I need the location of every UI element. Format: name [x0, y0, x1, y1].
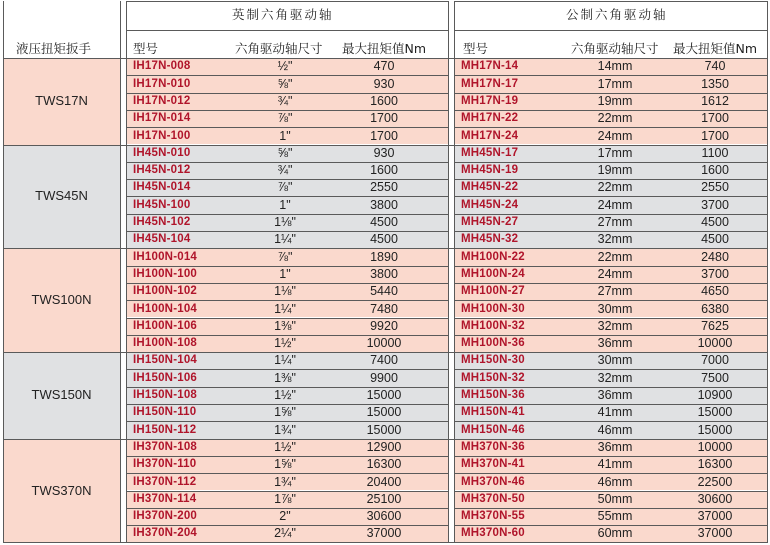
metric-model-cell: MH370N-36	[461, 440, 525, 453]
metric-size-cell: 17mm	[597, 76, 633, 91]
metric-torque-cell: 15000	[697, 405, 733, 420]
metric-torque-cell: 2480	[701, 249, 729, 264]
row-divider	[126, 93, 448, 94]
imperial-model-cell: IH370N-110	[133, 458, 197, 471]
imperial-size-cell: 1"	[279, 128, 291, 143]
metric-model-cell: MH150N-32	[461, 371, 525, 384]
imperial-size-cell: ½"	[277, 59, 293, 74]
row-divider	[454, 283, 767, 284]
imperial-torque-cell: 25100	[366, 491, 402, 506]
metric-model-cell: MH100N-30	[461, 302, 525, 315]
imperial-size-cell: ⅝"	[277, 76, 293, 91]
imperial-size-cell: ⅞"	[277, 180, 293, 195]
header-subtitle-divider	[454, 30, 767, 31]
imperial-model-cell: IH100N-104	[133, 302, 198, 315]
imperial-torque-cell: 930	[373, 76, 395, 91]
imperial-torque-cell: 9900	[370, 370, 398, 385]
imperial-size-cell: ¾"	[277, 93, 293, 108]
wrench-model-label: TWS370N	[31, 482, 92, 498]
imperial-size-cell: 2"	[279, 509, 291, 524]
imperial-torque-cell: 1700	[370, 111, 398, 126]
metric-size-cell: 22mm	[597, 180, 633, 195]
row-divider	[454, 335, 767, 336]
row-divider	[126, 508, 448, 509]
row-divider	[454, 525, 767, 526]
row-divider	[126, 179, 448, 180]
header-subtitle-divider	[126, 30, 448, 31]
imperial-size-cell: 1½"	[274, 439, 296, 454]
imperial-model-cell: IH150N-104	[133, 354, 198, 367]
row-divider	[126, 525, 448, 526]
metric-size-column-header: 六角驱动轴尺寸	[571, 41, 659, 56]
group-divider	[3, 439, 767, 440]
imperial-size-cell: 1¼"	[274, 232, 296, 247]
row-divider	[454, 127, 767, 128]
header-top-border	[454, 1, 767, 2]
metric-model-cell: MH45N-19	[461, 164, 519, 177]
group-divider	[3, 58, 767, 59]
metric-size-cell: 41mm	[597, 457, 633, 472]
metric-size-cell: 36mm	[597, 336, 633, 351]
metric-size-cell: 19mm	[597, 93, 633, 108]
imperial-model-cell: IH150N-112	[133, 423, 197, 436]
imperial-model-cell: IH45N-014	[133, 181, 191, 194]
row-divider	[454, 93, 767, 94]
row-divider	[126, 110, 448, 111]
metric-torque-cell: 740	[704, 59, 726, 74]
row-divider	[454, 266, 767, 267]
metric-size-cell: 22mm	[597, 111, 633, 126]
imperial-torque-cell: 16300	[366, 457, 402, 472]
imperial-model-cell: IH150N-110	[133, 406, 197, 419]
row-divider	[454, 508, 767, 509]
imperial-torque-cell: 2550	[370, 180, 398, 195]
table-left-border	[3, 1, 4, 543]
imperial-size-cell: 1⅞"	[274, 491, 296, 506]
imperial-torque-cell: 470	[373, 59, 395, 74]
metric-torque-cell: 3700	[701, 197, 729, 212]
imperial-model-cell: IH17N-008	[133, 60, 191, 73]
row-divider	[454, 231, 767, 232]
metric-size-cell: 32mm	[597, 232, 633, 247]
metric-size-cell: 24mm	[597, 197, 633, 212]
imperial-size-cell: 1½"	[274, 336, 296, 351]
metric-size-cell: 24mm	[597, 128, 633, 143]
row-divider	[454, 491, 767, 492]
imperial-torque-cell: 37000	[366, 526, 402, 541]
imperial-size-cell: 1⅜"	[274, 370, 296, 385]
imperial-model-cell: IH17N-100	[133, 129, 191, 142]
imperial-model-cell: IH370N-200	[133, 510, 198, 523]
metric-torque-cell: 4650	[701, 284, 729, 299]
imperial-right-border	[448, 1, 449, 543]
metric-torque-cell: 10000	[697, 439, 733, 454]
metric-model-cell: MH17N-19	[461, 94, 519, 107]
metric-torque-cell: 1600	[701, 163, 729, 178]
wrench-model-label: TWS17N	[35, 93, 88, 109]
row-divider	[126, 456, 448, 457]
imperial-torque-cell: 1890	[370, 249, 398, 264]
table-bottom-border	[3, 542, 767, 543]
row-divider	[126, 491, 448, 492]
imperial-torque-cell: 1600	[370, 163, 398, 178]
imperial-model-cell: IH150N-108	[133, 389, 198, 401]
metric-model-cell: MH370N-60	[461, 527, 525, 540]
metric-model-cell: MH45N-32	[461, 233, 519, 246]
metric-model-cell: MH100N-27	[461, 285, 525, 298]
metric-model-cell: MH45N-17	[461, 146, 519, 159]
metric-torque-cell: 37000	[697, 509, 733, 524]
metric-torque-cell: 6380	[701, 301, 729, 316]
row-divider	[126, 318, 448, 319]
wrench-model-label: TWS45N	[35, 188, 88, 204]
metric-torque-cell: 1100	[701, 145, 729, 160]
imperial-size-cell: 1⅛"	[274, 284, 296, 299]
imperial-size-cell: 1¾"	[274, 422, 296, 437]
metric-model-cell: MH45N-24	[461, 198, 519, 211]
row-divider	[454, 110, 767, 111]
metric-model-cell: MH150N-41	[461, 406, 525, 419]
metric-model-cell: MH100N-24	[461, 267, 525, 280]
imperial-model-cell: IH100N-014	[133, 250, 198, 263]
row-divider	[454, 421, 767, 422]
wrench-column-divider	[120, 1, 121, 543]
imperial-model-cell: IH17N-010	[133, 77, 191, 90]
imperial-size-cell: ⅝"	[277, 145, 293, 160]
imperial-torque-cell: 7480	[370, 301, 398, 316]
imperial-torque-cell: 15000	[366, 388, 402, 402]
row-divider	[454, 387, 767, 388]
row-divider	[454, 473, 767, 474]
metric-torque-cell: 22500	[697, 474, 733, 489]
imperial-torque-cell: 10000	[366, 336, 402, 351]
imperial-torque-column-header: 最大扭矩值Nm	[342, 41, 427, 56]
metric-model-cell: MH45N-22	[461, 181, 519, 194]
imperial-torque-cell: 1600	[370, 93, 398, 108]
imperial-model-cell: IH100N-100	[133, 267, 198, 280]
metric-torque-cell: 1350	[701, 76, 729, 91]
metric-torque-cell: 1700	[701, 111, 729, 126]
metric-size-cell: 17mm	[597, 145, 633, 160]
wrench-model-label: TWS100N	[31, 292, 92, 308]
imperial-size-cell: 1"	[279, 266, 291, 281]
group-divider	[3, 352, 767, 353]
metric-torque-cell: 15000	[697, 422, 733, 437]
metric-model-cell: MH150N-36	[461, 389, 525, 401]
metric-model-cell: MH150N-30	[461, 354, 525, 367]
metric-size-cell: 30mm	[597, 353, 633, 368]
imperial-model-cell: IH100N-106	[133, 319, 198, 332]
imperial-size-cell: ⅞"	[277, 111, 293, 126]
metric-torque-cell: 1700	[701, 128, 729, 143]
imperial-model-cell: IH100N-102	[133, 285, 198, 298]
metric-size-cell: 14mm	[597, 59, 633, 74]
row-divider	[126, 421, 448, 422]
metric-model-cell: MH100N-32	[461, 319, 525, 332]
row-divider	[454, 369, 767, 370]
metric-torque-cell: 4500	[701, 232, 729, 247]
imperial-torque-cell: 7400	[370, 353, 398, 368]
row-divider	[126, 473, 448, 474]
imperial-size-cell: 1⅝"	[274, 457, 296, 472]
imperial-model-cell: IH150N-106	[133, 371, 198, 384]
row-divider	[126, 335, 448, 336]
imperial-size-cell: ¾"	[277, 163, 293, 178]
imperial-size-cell: 1½"	[274, 388, 296, 402]
metric-torque-cell: 7500	[701, 370, 729, 385]
metric-model-cell: MH100N-22	[461, 250, 525, 263]
imperial-size-cell: 1⅝"	[274, 405, 296, 420]
table-right-border	[767, 1, 768, 543]
metric-size-cell: 46mm	[597, 474, 633, 489]
metric-size-cell: 24mm	[597, 266, 633, 281]
metric-size-cell: 19mm	[597, 163, 633, 178]
metric-size-cell: 50mm	[597, 491, 633, 506]
group-divider	[3, 145, 767, 146]
imperial-model-cell: IH45N-012	[133, 164, 191, 177]
imperial-torque-cell: 5440	[370, 284, 398, 299]
row-divider	[454, 404, 767, 405]
imperial-model-cell: IH45N-010	[133, 146, 191, 159]
row-divider	[126, 369, 448, 370]
row-divider	[454, 214, 767, 215]
row-divider	[454, 179, 767, 180]
group-divider	[3, 248, 767, 249]
metric-torque-cell: 7625	[701, 318, 729, 333]
imperial-size-cell: ⅞"	[277, 249, 293, 264]
metric-size-cell: 27mm	[597, 284, 633, 299]
imperial-size-cell: 1⅜"	[274, 318, 296, 333]
imperial-size-cell: 1¼"	[274, 301, 296, 316]
metric-torque-cell: 37000	[697, 526, 733, 541]
imperial-model-cell: IH370N-112	[133, 475, 197, 488]
metric-model-cell: MH45N-27	[461, 216, 519, 228]
imperial-model-cell: IH370N-114	[133, 492, 197, 505]
row-divider	[126, 283, 448, 284]
row-divider	[454, 196, 767, 197]
imperial-model-cell: IH100N-108	[133, 337, 198, 350]
metric-model-cell: MH17N-22	[461, 112, 519, 125]
header-top-border	[126, 1, 448, 2]
metric-model-column-header: 型号	[463, 41, 489, 56]
row-divider	[454, 300, 767, 301]
imperial-model-cell: IH45N-104	[133, 233, 191, 246]
metric-torque-cell: 2550	[701, 180, 729, 195]
metric-size-cell: 32mm	[597, 318, 633, 333]
metric-size-cell: 32mm	[597, 370, 633, 385]
metric-size-cell: 27mm	[597, 215, 633, 229]
imperial-torque-cell: 3800	[370, 197, 398, 212]
row-divider	[454, 456, 767, 457]
row-divider	[126, 127, 448, 128]
row-divider	[126, 266, 448, 267]
wrench-model-label: TWS150N	[31, 387, 92, 403]
metric-torque-cell: 4500	[701, 215, 729, 229]
row-divider	[126, 214, 448, 215]
row-divider	[126, 387, 448, 388]
row-divider	[126, 231, 448, 232]
metric-torque-cell: 10000	[697, 336, 733, 351]
metric-torque-cell: 7000	[701, 353, 729, 368]
row-divider	[454, 75, 767, 76]
imperial-model-cell: IH370N-204	[133, 527, 198, 540]
imperial-size-cell: 1¼"	[274, 353, 296, 368]
metric-model-cell: MH17N-17	[461, 77, 519, 90]
imperial-torque-cell: 20400	[366, 474, 402, 489]
metric-torque-column-header: 最大扭矩值Nm	[673, 41, 758, 56]
row-divider	[126, 404, 448, 405]
metric-model-cell: MH100N-36	[461, 337, 525, 350]
metric-size-cell: 22mm	[597, 249, 633, 264]
metric-torque-cell: 3700	[701, 266, 729, 281]
imperial-model-cell: IH45N-102	[133, 216, 191, 228]
row-divider	[126, 196, 448, 197]
metric-model-cell: MH370N-46	[461, 475, 525, 488]
metric-model-cell: MH370N-50	[461, 492, 525, 505]
row-divider	[126, 162, 448, 163]
metric-size-cell: 60mm	[597, 526, 633, 541]
metric-torque-cell: 1612	[701, 93, 729, 108]
metric-left-border	[454, 1, 455, 543]
imperial-torque-cell: 930	[373, 145, 395, 160]
metric-model-cell: MH370N-55	[461, 510, 525, 523]
imperial-section-title: 英制六角驱动轴	[232, 7, 334, 22]
metric-model-cell: MH370N-41	[461, 458, 525, 471]
imperial-torque-cell: 9920	[370, 318, 398, 333]
imperial-torque-cell: 4500	[370, 215, 398, 229]
imperial-torque-cell: 3800	[370, 266, 398, 281]
metric-size-cell: 30mm	[597, 301, 633, 316]
metric-size-cell: 55mm	[597, 509, 633, 524]
row-divider	[454, 162, 767, 163]
metric-model-cell: MH17N-24	[461, 129, 519, 142]
imperial-torque-cell: 15000	[366, 422, 402, 437]
imperial-model-column-header: 型号	[133, 41, 159, 56]
imperial-torque-cell: 1700	[370, 128, 398, 143]
wrench-column-header: 液压扭矩扳手	[16, 41, 92, 56]
metric-model-cell: MH150N-46	[461, 423, 525, 436]
imperial-left-border	[126, 1, 127, 543]
imperial-size-cell: 1⅛"	[274, 215, 296, 229]
imperial-size-cell: 1¾"	[274, 474, 296, 489]
metric-torque-cell: 10900	[697, 388, 733, 402]
imperial-size-column-header: 六角驱动轴尺寸	[235, 41, 323, 56]
metric-torque-cell: 16300	[697, 457, 733, 472]
row-divider	[126, 300, 448, 301]
imperial-torque-cell: 15000	[366, 405, 402, 420]
metric-size-cell: 41mm	[597, 405, 633, 420]
imperial-torque-cell: 12900	[366, 439, 402, 454]
imperial-torque-cell: 4500	[370, 232, 398, 247]
metric-size-cell: 36mm	[597, 439, 633, 454]
imperial-size-cell: 2¼"	[274, 526, 296, 541]
metric-torque-cell: 30600	[697, 491, 733, 506]
row-divider	[126, 75, 448, 76]
imperial-size-cell: 1"	[279, 197, 291, 212]
metric-model-cell: MH17N-14	[461, 60, 519, 73]
imperial-model-cell: IH45N-100	[133, 198, 191, 211]
imperial-model-cell: IH17N-014	[133, 112, 191, 125]
imperial-model-cell: IH370N-108	[133, 440, 198, 453]
imperial-model-cell: IH17N-012	[133, 94, 191, 107]
row-divider	[454, 318, 767, 319]
imperial-torque-cell: 30600	[366, 509, 402, 524]
metric-size-cell: 36mm	[597, 388, 633, 402]
metric-section-title: 公制六角驱动轴	[566, 7, 668, 22]
metric-size-cell: 46mm	[597, 422, 633, 437]
